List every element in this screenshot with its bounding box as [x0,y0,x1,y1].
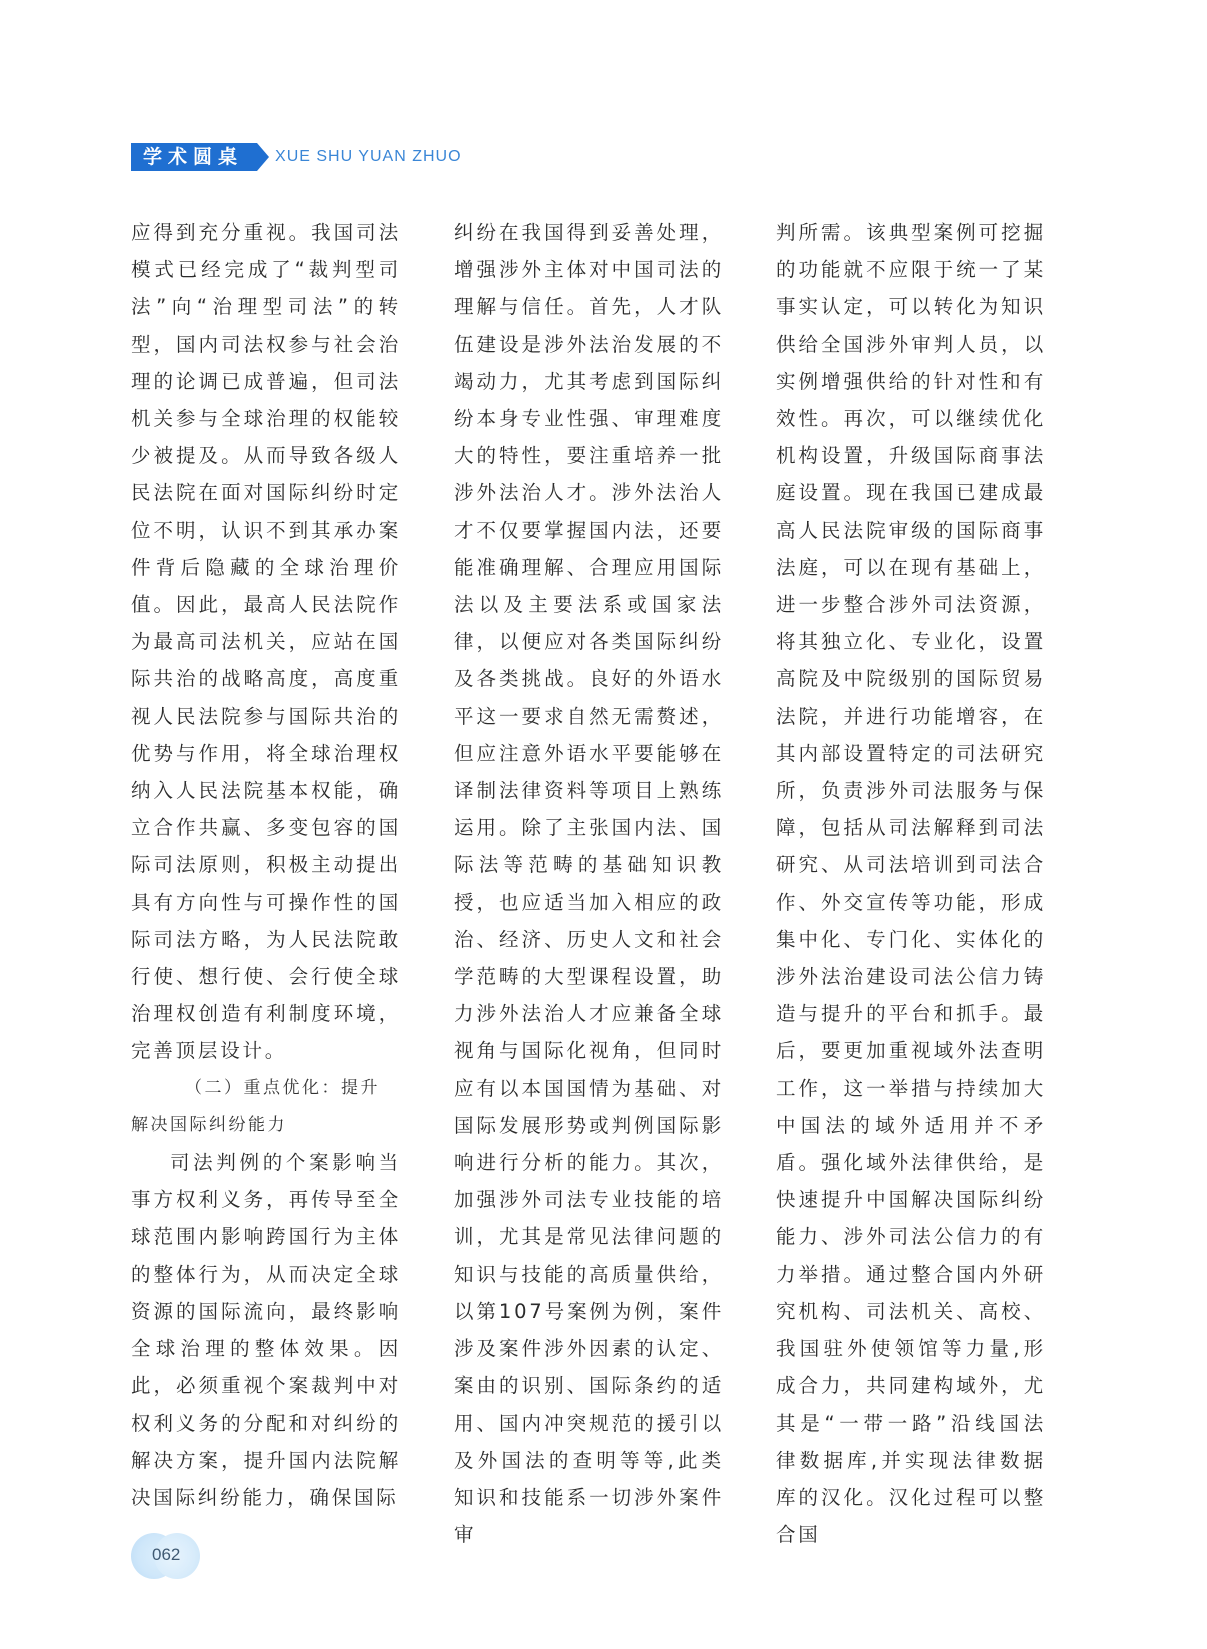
section-title-cn: 学术圆桌 [131,143,257,171]
text-column-2 [454,214,724,1553]
subheading-line-1: （二）重点优化：提升 [185,1077,380,1098]
text-column-3 [776,214,1046,1553]
section-header [131,143,462,171]
subheading [131,1070,401,1144]
paragraph: 判所需。该典型案例可挖掘的功能就不应限于统一了某事实认定，可以转化为知识供给全国涉外审判人员，以实例增强供给的针对性和有效性。再次，可以继续优化机构设置，升级国际商事法庭设置。现在我国已建成最高人民法院审级的国际商事法庭，可以在现有基础上，进一步整合涉外司法资源，将其独立化、专业化，设置高院及中院级别的国际贸易法院，并进行功能增容，在其内部设置特定的司法研究所，负责涉外司法服务与保障，包括从司法解释到司法研究、从司法培训到司法合作、外交宣传等功能，形成集中化、专门化、实体化的涉外法治建设司法公信力铸造与提升的平台和抓手。最后，要更加重视域外法查明工作，这一举措与持续加大中国法的域外适用并不矛盾。强化域外法律供给，是快速提升中国解决国际纠纷能力、涉外司法公信力的有力举措。通过整合国内外研究机构、司法机关、高校、我国驻外使领馆等力量,形成合力，共同建构域外，尤其是“一带一路”沿线国法律数据库,并实现法律数据库的汉化。汉化过程可以整合国 [776,221,1046,1547]
text-column-1 [131,214,401,1516]
header-arrow-icon [257,143,269,171]
paragraph: 纠纷在我国得到妥善处理，增强涉外主体对中国司法的理解与信任。首先，人才队伍建设是涉外法治发展的不竭动力，尤其考虑到国际纠纷本身专业性强、审理难度大的特性，要注重培养一批涉外法治人才。涉外法治人才不仅要掌握国内法，还要能准确理解、合理应用国际法以及主要法系或国家法律，以便应对各类国际纠纷及各类挑战。良好的外语水平这一要求自然无需赘述，但应注意外语水平要能够在译制法律资料等项目上熟练运用。除了主张国内法、国际法等范畴的基础知识教授，也应适当加入相应的政治、经济、历史人文和社会学范畴的大型课程设置，助力涉外法治人才应兼备全球视角与国际化视角，但同时应有以本国国情为基础、对国际发展形势或判例国际影响进行分析的能力。其次，加强涉外司法专业技能的培训，尤其是常见法律问题的知识与技能的高质量供给，以第107号案例为例，案件涉及案件涉外因素的认定、案由的识别、国际条约的适用、国内冲突规范的援引以及外国法的查明等等,此类知识和技能系一切涉外案件审 [454,221,724,1547]
subheading-line-2: 解决国际纠纷能力 [131,1114,287,1135]
section-title-en: XUE SHU YUAN ZHUO [275,148,462,165]
page-number: 062 [152,1545,181,1564]
paragraph: 应得到充分重视。我国司法模式已经完成了“裁判型司法”向“治理型司法”的转型，国内司法权参与社会治理的论调已成普遍，但司法机关参与全球治理的权能较少被提及。从而导致各级人民法院在面对国际纠纷时定位不明，认识不到其承办案件背后隐藏的全球治理价值。因此，最高人民法院作为最高司法机关，应站在国际共治的战略高度，高度重视人民法院参与国际共治的优势与作用，将全球治理权纳入人民法院基本权能，确立合作共赢、多变包容的国际司法原则，积极主动提出具有方向性与可操作性的国际司法方略，为人民法院敢行使、想行使、会行使全球治理权创造有利制度环境，完善顶层设计。 [131,221,401,1063]
paragraph: 司法判例的个案影响当事方权利义务，再传导至全球范围内影响跨国行为主体的整体行为，从而决定全球资源的国际流向，最终影响全球治理的整体效果。因此，必须重视个案裁判中对权利义务的分配和对纠纷的解决方案，提升国内法院解决国际纠纷能力，确保国际 [131,1151,401,1509]
